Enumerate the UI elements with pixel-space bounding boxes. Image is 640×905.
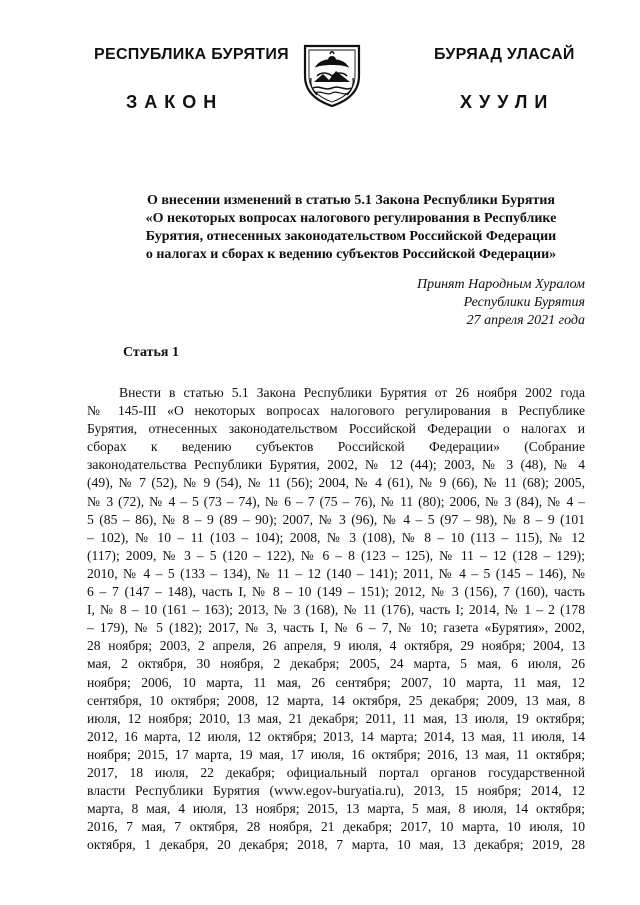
article-text-line: 6 – 7 (147 – 148), часть I, № 8 – 10 (149 – 151); 2012, № 3 (156), 7 (160), часть [87, 584, 585, 600]
article-text-line: сентября, 10 октября; 2008, 12 марта, 14 октября, 25 декабря; 2009, 13 мая, 8 [87, 692, 585, 708]
adoption-note [417, 276, 585, 330]
article-text-line: 2017, 18 июля, 22 декабря; официальный портал органов государственной [87, 764, 585, 780]
article-text-line: власти Республики Бурятия (www.egov-buryatia.ru), 2013, 15 ноября; 2014, 12 [87, 783, 585, 799]
article-text-line: 2016, 7 мая, 7 октября, 28 ноября, 21 декабря; 2017, 10 марта, 10 июля, 10 [87, 819, 585, 835]
law-title-line: «О некоторых вопросах налогового регулирования в Республике [145, 211, 557, 226]
article-text-line: (49), № 7 (52), № 9 (54), № 11 (56); 2004, № 4 (61), № 9 (66), № 11 (68); 2005, [87, 475, 585, 491]
article-text-line: № 145-III «О некоторых вопросах налогового регулирования в Республике [87, 403, 585, 419]
adoption-note-line: Принят Народным Хуралом [416, 277, 585, 292]
law-title [108, 192, 594, 264]
law-title-line: о налогах и сборах к ведению субъектов Российской Федерации» [145, 247, 557, 262]
article-text-line: 5 (85 – 86), № 8 – 9 (89 – 90); 2007, № 3 (96), № 4 – 5 (97 – 98), № 8 – 9 (101 [87, 511, 585, 527]
law-title-line: Бурятия, отнесенных законодательством Российской Федерации [145, 229, 557, 244]
article-text-line: 28 ноября; 2003, 2 апреля, 26 апреля, 9 июля, 4 октября, 29 ноября; 2004, 13 [87, 638, 585, 654]
header-republic-buryat: БУРЯАД УЛАСАЙ [434, 46, 575, 63]
article-text-line: 2010, № 4 – 5 (133 – 134), № 11 – 12 (140 – 141); 2011, № 4 – 5 (145 – 146), № [87, 565, 585, 581]
article-text-line: – 179), № 5 (182); 2017, № 3, часть I, № 6 – 7, № 10; газета «Бурятия», 2002, [87, 620, 585, 636]
article-body [87, 384, 585, 854]
article-text-line: (117); 2009, № 3 – 5 (120 – 122), № 6 – 8 (123 – 125), № 11 – 12 (128 – 129); [87, 547, 585, 563]
coat-of-arms-emblem-icon [297, 38, 367, 108]
article-heading: Статья 1 [123, 345, 179, 360]
header-law-buryat: ХУУЛИ [460, 92, 555, 112]
article-text-line: Бурятия, отнесенных законодательством Российской Федерации о налогах и [87, 421, 585, 437]
article-text-line: сборах к ведению субъектов Российской Федерации» (Собрание [87, 439, 585, 455]
article-text-line: ноября; 2006, 10 марта, 11 мая, 26 сентября; 2007, 10 марта, 11 мая, 12 [87, 674, 585, 690]
header-republic-russian: РЕСПУБЛИКА БУРЯТИЯ [94, 46, 289, 63]
law-title-line: О внесении изменений в статью 5.1 Закона Республики Бурятия [146, 193, 556, 208]
article-text-line: июля, 12 ноября; 2010, 13 мая, 21 декабря; 2011, 11 мая, 13 июля, 19 октября; [87, 710, 585, 726]
header-law-russian: ЗАКОН [126, 92, 224, 112]
article-text-line: мая, 2 октября, 30 ноября, 2 декабря; 2005, 24 марта, 5 мая, 6 июля, 26 [87, 656, 585, 672]
article-text-line: ноября; 2015, 17 марта, 19 мая, 17 июля, 16 октября; 2016, 13 мая, 11 октября; [87, 746, 585, 762]
article-text-line: марта, 8 мая, 4 июля, 13 ноября; 2015, 13 марта, 5 мая, 8 июля, 14 октября; [87, 801, 585, 817]
article-text-line: № 3 (72), № 4 – 5 (73 – 74), № 6 – 7 (75 – 76), № 11 (80); 2006, № 3 (84), № 4 – [87, 493, 585, 509]
article-text-line: I, № 8 – 10 (161 – 163); 2013, № 3 (168), № 11 (176), часть I; 2014, № 1 – 2 (178 [87, 602, 585, 618]
article-text-line: законодательства Республики Бурятия, 2002, № 12 (44); 2003, № 3 (48), № 4 [87, 457, 585, 473]
article-text-line: 2012, 16 марта, 12 июля, 12 октября; 2013, 14 марта; 2014, 13 мая, 11 июля, 14 [87, 728, 585, 744]
adoption-date: 27 апреля 2021 года [466, 313, 585, 328]
article-text-line: Внести в статью 5.1 Закона Республики Бурятия от 26 ноября 2002 года [119, 385, 585, 400]
adoption-note-line: Республики Бурятия [463, 295, 585, 310]
article-text-line: октября, 1 декабря, 20 декабря; 2018, 7 марта, 10 мая, 13 декабря; 2019, 28 [87, 837, 585, 853]
article-text-line: – 102), № 10 – 11 (103 – 104); 2008, № 3 (108), № 8 – 10 (113 – 115), № 12 [87, 529, 585, 545]
